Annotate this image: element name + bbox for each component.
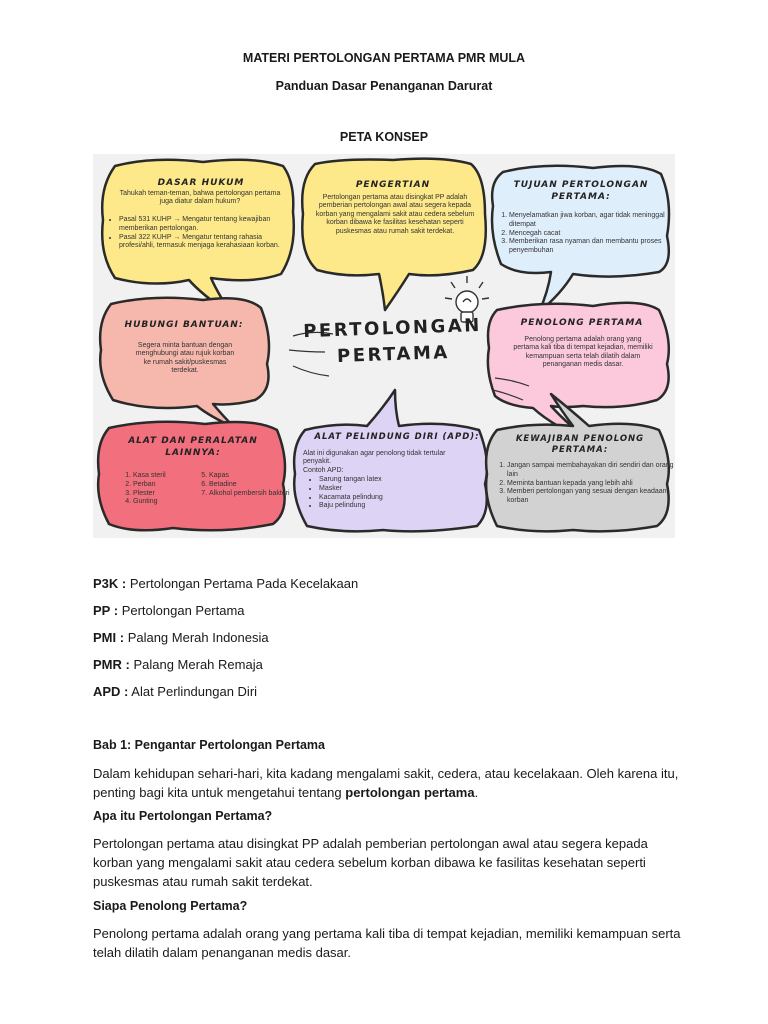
chapter-heading: Bab 1: Pengantar Pertolongan Pertama [93,738,326,752]
abbreviation-term: PMR : [93,657,130,672]
abbreviation-meaning: Pertolongan Pertama Pada Kecelakaan [129,576,359,591]
center-title: PERTOLONGAN PERTAMA [302,314,483,368]
dasar-hukum-intro: Tahukah teman-teman, bahwa pertolongan pertama juga diatur dalam hukum? [119,190,281,206]
alat-list-col2 [197,472,291,498]
document-title: MATERI PERTOLONGAN PERTAMA PMR MULA [242,51,526,65]
alat-title: ALAT DAN PERALATAN LAINNYA: [128,436,258,458]
kewajiban-list [495,462,675,506]
tujuan-item: 1. Menyelamatkan jiwa korban, agar tidak meninggal ditempat [509,212,671,230]
abbreviation-term: PP : [93,603,119,618]
tujuan-item: 2. Mencegah cacat [509,230,671,239]
alat-item: 1. Kasa steril [133,472,205,481]
concept-map-heading: PETA KONSEP [339,130,429,144]
kewajiban-item: 1. Jangan sampai membahayakan diri sendiri dan orang lain [507,462,675,480]
hubungi-title: HUBUNGI BANTUAN: [124,320,244,330]
tujuan-list [497,212,671,256]
abbreviation-line [93,684,257,699]
hubungi-text: Segera minta bantuan dengan menghubungi atau rujuk korban ke rumah sakit/puskesmas terdekat. [135,342,235,375]
intro-period: . [474,785,479,800]
alat-item: 6. Betadine [209,481,291,490]
abbreviation-term: APD : [93,684,129,699]
alat-item: 5. Kapas [209,472,291,481]
apd-list [307,476,485,511]
pengertian-text: Pertolongan pertama atau disingkat PP adalah pemberian pertolongan awal atau segera kepada korban yang mengalami sakit atau cedera sebelum korban dibawa ke fasilitas kesehatan seperti puskesmas atau rumah sakit terdekat. [315,194,475,235]
dasar-hukum-item: • Pasal 531 KUHP → Mengatur tentang kewajiban memberikan pertolongan. [119,216,289,234]
apd-item: • Sarung tangan latex [319,476,485,485]
abbreviation-line [93,630,269,645]
apd-intro: Alat ini digunakan agar penolong tidak tertular penyakit. [303,450,446,466]
abbreviation-line [93,657,263,672]
question-heading-2: Siapa Penolong Pertama? [93,899,248,913]
penolong-title: PENOLONG PERTAMA [520,318,644,328]
answer-paragraph-1: Pertolongan pertama atau disingkat PP adalah pemberian pertolongan awal atau segera kepada korban yang mengalami sakit atau cedera sebelum korban dibawa ke fasilitas kesehatan seperti puskesmas atau rumah sakit terdekat. [93,836,648,889]
answer-paragraph-2: Penolong pertama adalah orang yang pertama kali tiba di tempat kejadian, memiliki kemampuan serta telah dilatih dalam penanganan medis dasar. [93,926,681,960]
intro-bold-term: pertolongan pertama [345,785,475,800]
abbreviation-meaning: Pertolongan Pertama [121,603,245,618]
alat-item: 2. Perban [133,481,205,490]
alat-list-col1 [121,472,205,507]
abbreviation-term: P3K : [93,576,127,591]
apd-item: • Masker [319,485,485,494]
abbreviation-line [93,576,358,591]
dasar-hukum-list [107,216,289,251]
dasar-hukum-title: DASAR HUKUM [157,178,245,188]
question-heading-1: Apa itu Pertolongan Pertama? [93,809,273,823]
intro-text: Dalam kehidupan sehari-hari, kita kadang mengalami sakit, cedera, atau kecelakaan. Oleh karena itu, penting bagi kita untuk mengetahui tentang [93,766,679,800]
penolong-text: Penolong pertama adalah orang yang pertama kali tiba di tempat kejadian, memiliki kemampuan serta telah dilatih dalam penanganan medis dasar. [513,336,653,369]
alat-item: 7. Alkohol pembersih bakteri [209,490,291,499]
kewajiban-item: 2. Meminta bantuan kepada yang lebih ahli [507,480,675,489]
abbreviation-term: PMI : [93,630,125,645]
apd-title: ALAT PELINDUNG DIRI (APD): [314,432,480,442]
kewajiban-item: 3. Memberi pertolongan yang sesuai dengan keadaan korban [507,488,675,506]
document-subtitle: Panduan Dasar Penanganan Darurat [275,79,493,93]
tujuan-title: TUJUAN PERTOLONGAN PERTAMA: [513,180,649,202]
concept-map [93,154,675,538]
apd-item: • Kacamata pelindung [319,494,485,503]
tujuan-item: 3. Memberikan rasa nyaman dan membantu proses penyembuhan [509,238,671,256]
abbreviation-line [93,603,245,618]
abbreviation-meaning: Palang Merah Indonesia [127,630,269,645]
abbreviation-meaning: Alat Perlindungan Diri [131,684,258,699]
pengertian-title: PENGERTIAN [355,180,431,190]
alat-item: 3. Plester [133,490,205,499]
apd-example-label: Contoh APD: [303,467,344,474]
chapter-intro-paragraph [93,764,683,802]
dasar-hukum-item: • Pasal 322 KUHP → Mengatur tentang rahasia profesi/ahli, termasuk menjaga kerahasiaan korban. [119,234,289,252]
kewajiban-title: KEWAJIBAN PENOLONG PERTAMA: [515,434,645,456]
alat-item: 4. Gunting [133,498,205,507]
apd-item: • Baju pelindung [319,502,485,511]
abbreviation-meaning: Palang Merah Remaja [133,657,263,672]
